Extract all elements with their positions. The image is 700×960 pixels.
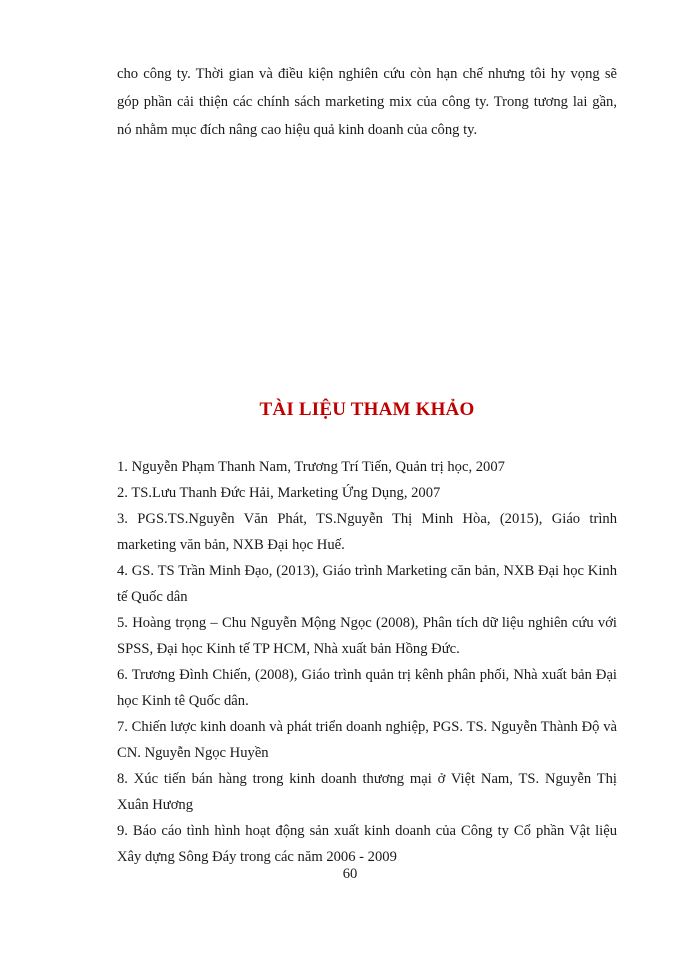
reference-item: 5. Hoàng trọng – Chu Nguyễn Mộng Ngọc (2008), Phân tích dữ liệu nghiên cứu với SPSS, Đại học Kinh tế TP HCM, Nhà xuất bản Hồng Đức. [117,615,617,657]
reference-item: 7. Chiến lược kinh doanh và phát triển doanh nghiệp, PGS. TS. Nguyễn Thành Độ và CN. Nguyễn Ngọc Huyền [117,719,617,761]
reference-item: 1. Nguyễn Phạm Thanh Nam, Trương Trí Tiến, Quản trị học, 2007 [117,459,505,475]
reference-item: 9. Báo cáo tình hình hoạt động sản xuất kinh doanh của Công ty Cổ phần Vật liệu Xây dựng Sông Đáy trong các năm 2006 - 2009 [117,823,617,865]
references-list [117,454,617,870]
intro-paragraph: cho công ty. Thời gian và điều kiện nghiên cứu còn hạn chế nhưng tôi hy vọng sẽ góp phần cải thiện các chính sách marketing mix của công ty. Trong tương lai gần, nó nhằm mục đích nâng cao hiệu quả kinh doanh của công ty. [117,66,617,138]
reference-item: 8. Xúc tiến bán hàng trong kinh doanh thương mại ở Việt Nam, TS. Nguyễn Thị Xuân Hương [117,771,617,813]
reference-item: 4. GS. TS Trần Minh Đạo, (2013), Giáo trình Marketing căn bản, NXB Đại học Kinh tế Quốc dân [117,563,617,605]
page-number: 60 [342,866,358,882]
references-heading: TÀI LIỆU THAM KHẢO [259,399,475,420]
reference-item: 3. PGS.TS.Nguyễn Văn Phát, TS.Nguyễn Thị Minh Hòa, (2015), Giáo trình marketing văn bản, NXB Đại học Huế. [117,511,617,553]
reference-item: 2. TS.Lưu Thanh Đức Hải, Marketing Ứng Dụng, 2007 [117,485,441,501]
reference-item: 6. Trương Đình Chiến, (2008), Giáo trình quản trị kênh phân phối, Nhà xuất bản Đại học Kinh tê Quốc dân. [117,667,617,709]
